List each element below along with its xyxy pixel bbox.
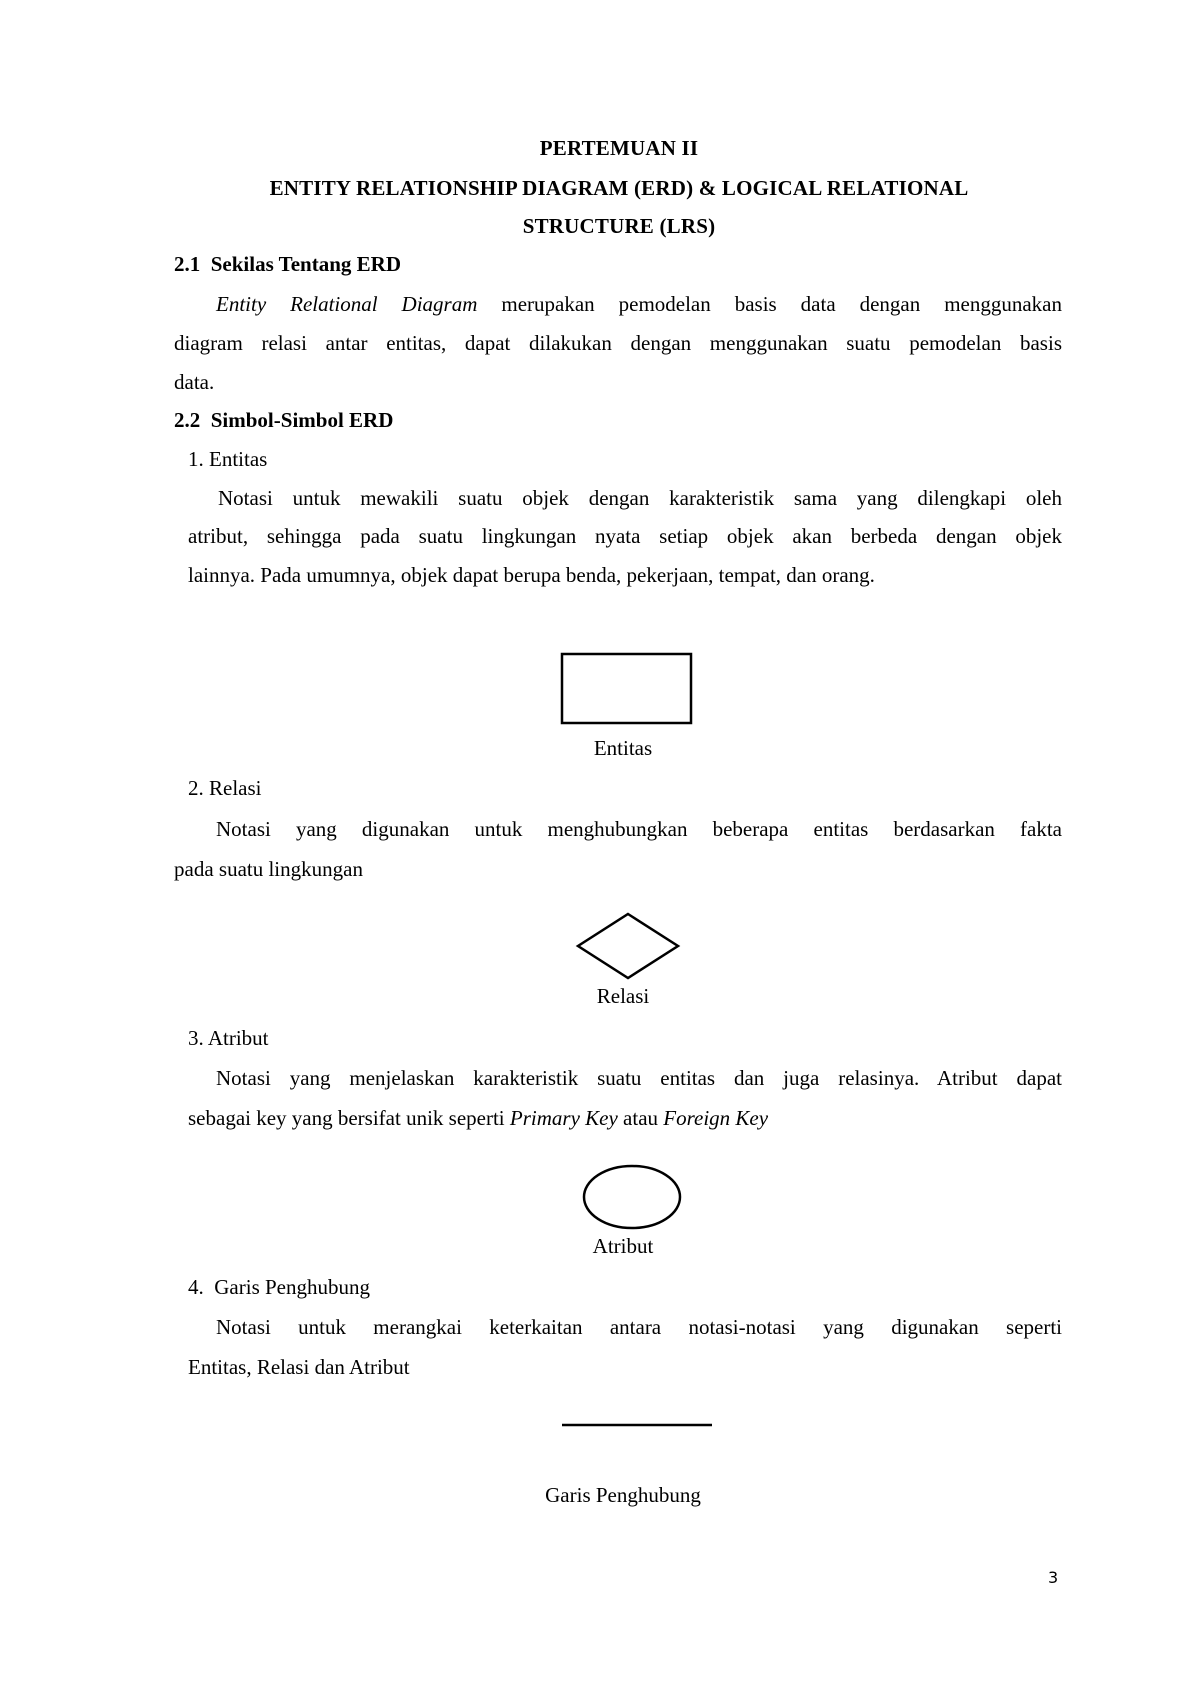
atribut-line-2-mid: atau	[623, 1106, 659, 1130]
page-number: 3	[1048, 1568, 1059, 1587]
section-heading-2-2: 2.2 Simbol-Simbol ERD	[174, 408, 394, 432]
chapter-title: PERTEMUAN II	[539, 136, 699, 160]
item-title-entitas: 1. Entitas	[188, 447, 268, 471]
item-title-garis-penghubung: 4. Garis Penghubung	[188, 1275, 370, 1299]
attribute-ellipse-symbol	[580, 1162, 684, 1232]
caption-garis-penghubung: Garis Penghubung	[545, 1483, 701, 1507]
relationship-diamond-symbol	[574, 912, 682, 980]
atribut-description-line-2	[188, 1106, 768, 1131]
term-foreign-key: Foreign Key	[663, 1106, 769, 1130]
relasi-description-line-2: pada suatu lingkungan	[174, 857, 363, 881]
connector-line-symbol	[560, 1422, 714, 1428]
garis-description-line-2: Entitas, Relasi dan Atribut	[188, 1355, 410, 1379]
item-title-atribut: 3. Atribut	[188, 1026, 269, 1050]
atribut-description-line-1: Notasi yang menjelaskan karakteristik suatu entitas dan juga relasinya. Atribut dapat	[216, 1066, 1062, 1090]
entitas-description-line-1: Notasi untuk mewakili suatu objek dengan karakteristik sama yang dilengkapi oleh	[218, 486, 1062, 510]
term-entity-relational-diagram: Entity Relational Diagram	[216, 292, 478, 316]
atribut-line-2-start: sebagai key yang bersifat unik seperti	[188, 1106, 505, 1130]
entitas-description-line-3: lainnya. Pada umumnya, objek dapat berupa benda, pekerjaan, tempat, dan orang.	[188, 563, 875, 587]
section-1-paragraph-line-1	[174, 292, 1062, 317]
caption-relasi: Relasi	[596, 984, 650, 1008]
section-heading-2-1: 2.1 Sekilas Tentang ERD	[174, 252, 401, 276]
section-1-paragraph-line-2: diagram relasi antar entitas, dapat dilakukan dengan menggunakan suatu pemodelan basis	[174, 331, 1062, 355]
document-title-line-1: ENTITY RELATIONSHIP DIAGRAM (ERD) & LOGICAL RELATIONAL	[269, 176, 969, 200]
entity-rectangle-symbol	[560, 652, 694, 726]
relasi-description-line-1: Notasi yang digunakan untuk menghubungkan beberapa entitas berdasarkan fakta	[216, 817, 1062, 841]
term-primary-key: Primary Key	[509, 1106, 618, 1130]
document-title-line-2: STRUCTURE (LRS)	[522, 214, 716, 238]
caption-entitas: Entitas	[593, 736, 653, 760]
caption-atribut: Atribut	[592, 1234, 654, 1258]
entitas-description-line-2: atribut, sehingga pada suatu lingkungan nyata setiap objek akan berbeda dengan objek	[188, 524, 1062, 548]
section-1-paragraph-line-1-rest: merupakan pemodelan basis data dengan menggunakan	[501, 292, 1063, 316]
garis-description-line-1: Notasi untuk merangkai keterkaitan antara notasi-notasi yang digunakan seperti	[216, 1315, 1062, 1339]
item-title-relasi: 2. Relasi	[188, 776, 262, 800]
section-1-paragraph-line-3: data.	[174, 370, 215, 394]
